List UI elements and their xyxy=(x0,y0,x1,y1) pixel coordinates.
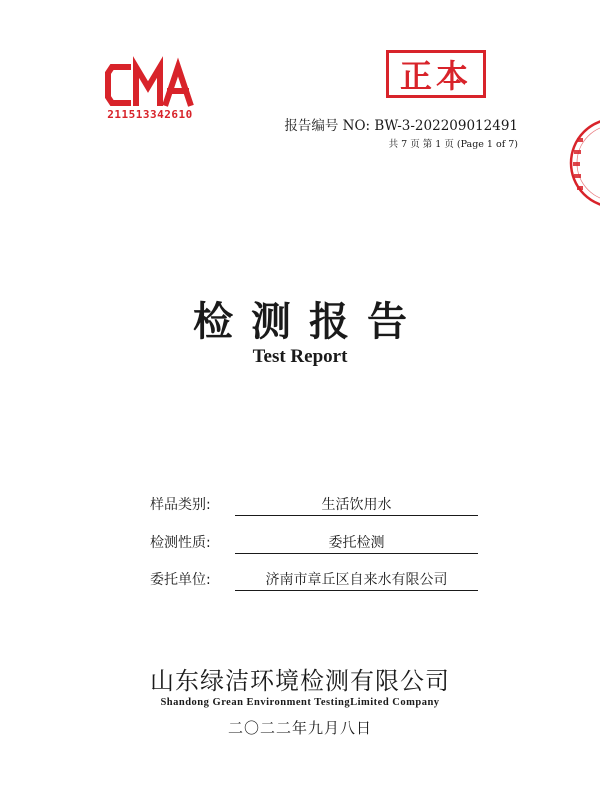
sample-category-label: 样品类别: xyxy=(150,497,211,513)
original-copy-stamp-text: 正本 xyxy=(399,57,472,95)
report-title-zh: 检测报告 xyxy=(193,299,425,345)
inspection-seal-icon xyxy=(555,118,600,208)
client-label: 委托单位: xyxy=(150,572,211,588)
original-copy-stamp xyxy=(386,50,486,98)
cma-certificate-number: 211513342610 xyxy=(107,108,193,121)
company-name-en: Shandong Grean Environment TestingLimited Company xyxy=(160,697,440,708)
company-name-zh: 山东绿洁环境检测有限公司 xyxy=(150,667,450,695)
sample-category-value: 生活饮用水 xyxy=(235,494,478,516)
test-nature-value: 委托检测 xyxy=(235,532,478,554)
client-value: 济南市章丘区自来水有限公司 xyxy=(235,569,478,591)
page-count: 共 7 页 第 1 页 (Page 1 of 7) xyxy=(388,139,518,150)
test-nature-label: 检测性质: xyxy=(150,535,211,551)
report-title-en: Test Report xyxy=(252,346,348,367)
report-date: 二〇二二年九月八日 xyxy=(227,719,372,737)
report-number: 报告编号 NO: BW-3-202209012491 xyxy=(284,118,518,134)
